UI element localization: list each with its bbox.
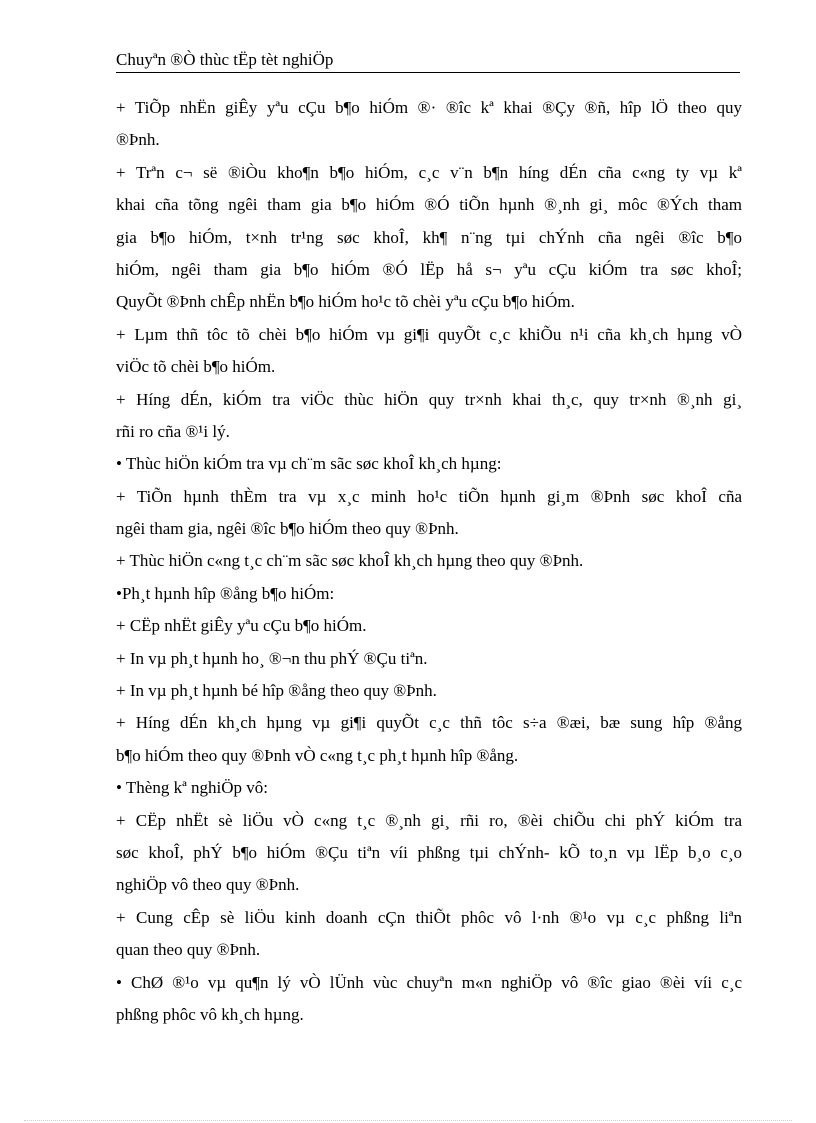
text-line: + Híng dÉn, kiÓm tra viÖc thùc hiÖn quy tr×nh khai th¸c, quy tr×nh ®¸nh gi¸: [116, 389, 742, 409]
page-bottom-divider: [24, 1120, 792, 1121]
text-line: + Híng dÉn kh¸ch hµng vµ gi¶i quyÕt c¸c thñ tôc s÷a ®æi, bæ sung hîp ®ång: [116, 713, 742, 733]
text-line: + Thùc hiÖn c«ng t¸c ch¨m sãc søc khoÎ kh¸ch hµng theo quy ®Þnh.: [116, 551, 584, 571]
document-body: [116, 92, 742, 1031]
text-line: + CËp nhËt sè liÖu vÒ c«ng t¸c ®¸nh gi¸ rñi ro, ®èi chiÕu chi phÝ kiÓm tra: [116, 810, 742, 830]
text-line: b¶o hiÓm theo quy ®Þnh vÒ c«ng t¸c ph¸t hµnh hîp ®ång.: [116, 745, 519, 765]
text-line: + Cung cÊp sè liÖu kinh doanh cÇn thiÕt phôc vô l·nh ®¹o vµ c¸c phßng liªn: [116, 907, 742, 927]
text-line: nghiÖp vô theo quy ®Þnh.: [116, 875, 300, 895]
text-line: ngêi tham gia, ngêi ®îc b¶o hiÓm theo quy ®Þnh.: [116, 519, 459, 539]
text-line: + TiÕp nhËn giÊy yªu cÇu b¶o hiÓm ®· ®îc kª khai ®Çy ®ñ, hîp lÖ theo quy: [116, 98, 742, 117]
text-line: gia b¶o hiÓm, t×nh tr¹ng søc khoÎ, kh¶ n¨ng tµi chÝnh cña ngêi ®îc b¶o: [116, 227, 742, 247]
text-line: rñi ro cña ®¹i lý.: [116, 421, 230, 441]
text-line: viÖc tõ chèi b¶o hiÓm.: [116, 357, 276, 377]
text-line: + Lµm thñ tôc tõ chèi b¶o hiÓm vµ gi¶i quyÕt c¸c khiÕu n¹i cña kh¸ch hµng vÒ: [116, 324, 742, 344]
text-line: søc khoÎ, phÝ b¶o hiÓm ®Çu tiªn víi phßng tµi chÝnh- kÕ to¸n vµ lËp b¸o c¸o: [116, 842, 742, 862]
text-line: ®Þnh.: [116, 130, 160, 150]
text-line: khai cña tõng ngêi tham gia b¶o hiÓm ®Ó tiÕn hµnh ®¸nh gi¸ môc ®Ých tham: [116, 195, 742, 215]
text-line: hiÓm, ngêi tham gia b¶o hiÓm ®Ó lËp hå s¬ yªu cÇu kiÓm tra søc khoÎ;: [116, 259, 742, 279]
text-line: phßng phôc vô kh¸ch hµng.: [116, 1004, 304, 1024]
text-line: + In vµ ph¸t hµnh bé hîp ®ång theo quy ®Þnh.: [116, 681, 437, 701]
text-line: •Ph¸t hµnh hîp ®ång b¶o hiÓm:: [116, 583, 335, 603]
text-line: • Thèng kª nghiÖp vô:: [116, 778, 268, 798]
text-line: + TiÕn hµnh thÈm tra vµ x¸c minh ho¹c tiÕn hµnh gi¸m ®Þnh søc khoÎ cña: [116, 486, 742, 506]
text-line: + Trªn c¬ së ®iÒu kho¶n b¶o hiÓm, c¸c v¨n b¶n híng dÉn cña c«ng ty vµ kª: [116, 162, 742, 182]
text-line: quan theo quy ®Þnh.: [116, 940, 261, 960]
text-line: QuyÕt ®Þnh chÊp nhËn b¶o hiÓm ho¹c tõ chèi yªu cÇu b¶o hiÓm.: [116, 292, 575, 312]
text-line: + CËp nhËt giÊy yªu cÇu b¶o hiÓm.: [116, 616, 367, 636]
text-line: + In vµ ph¸t hµnh ho¸ ®¬n thu phÝ ®Çu tiªn.: [116, 648, 428, 668]
page-header: Chuyªn ®Ò thùc tËp tèt nghiÖp: [116, 50, 740, 73]
text-line: • Thùc hiÖn kiÓm tra vµ ch¨m sãc søc khoÎ kh¸ch hµng:: [116, 454, 502, 474]
text-line: • ChØ ®¹o vµ qu¶n lý vÒ lÜnh vùc chuyªn m«n nghiÖp vô ®îc giao ®èi víi c¸c: [116, 972, 742, 992]
